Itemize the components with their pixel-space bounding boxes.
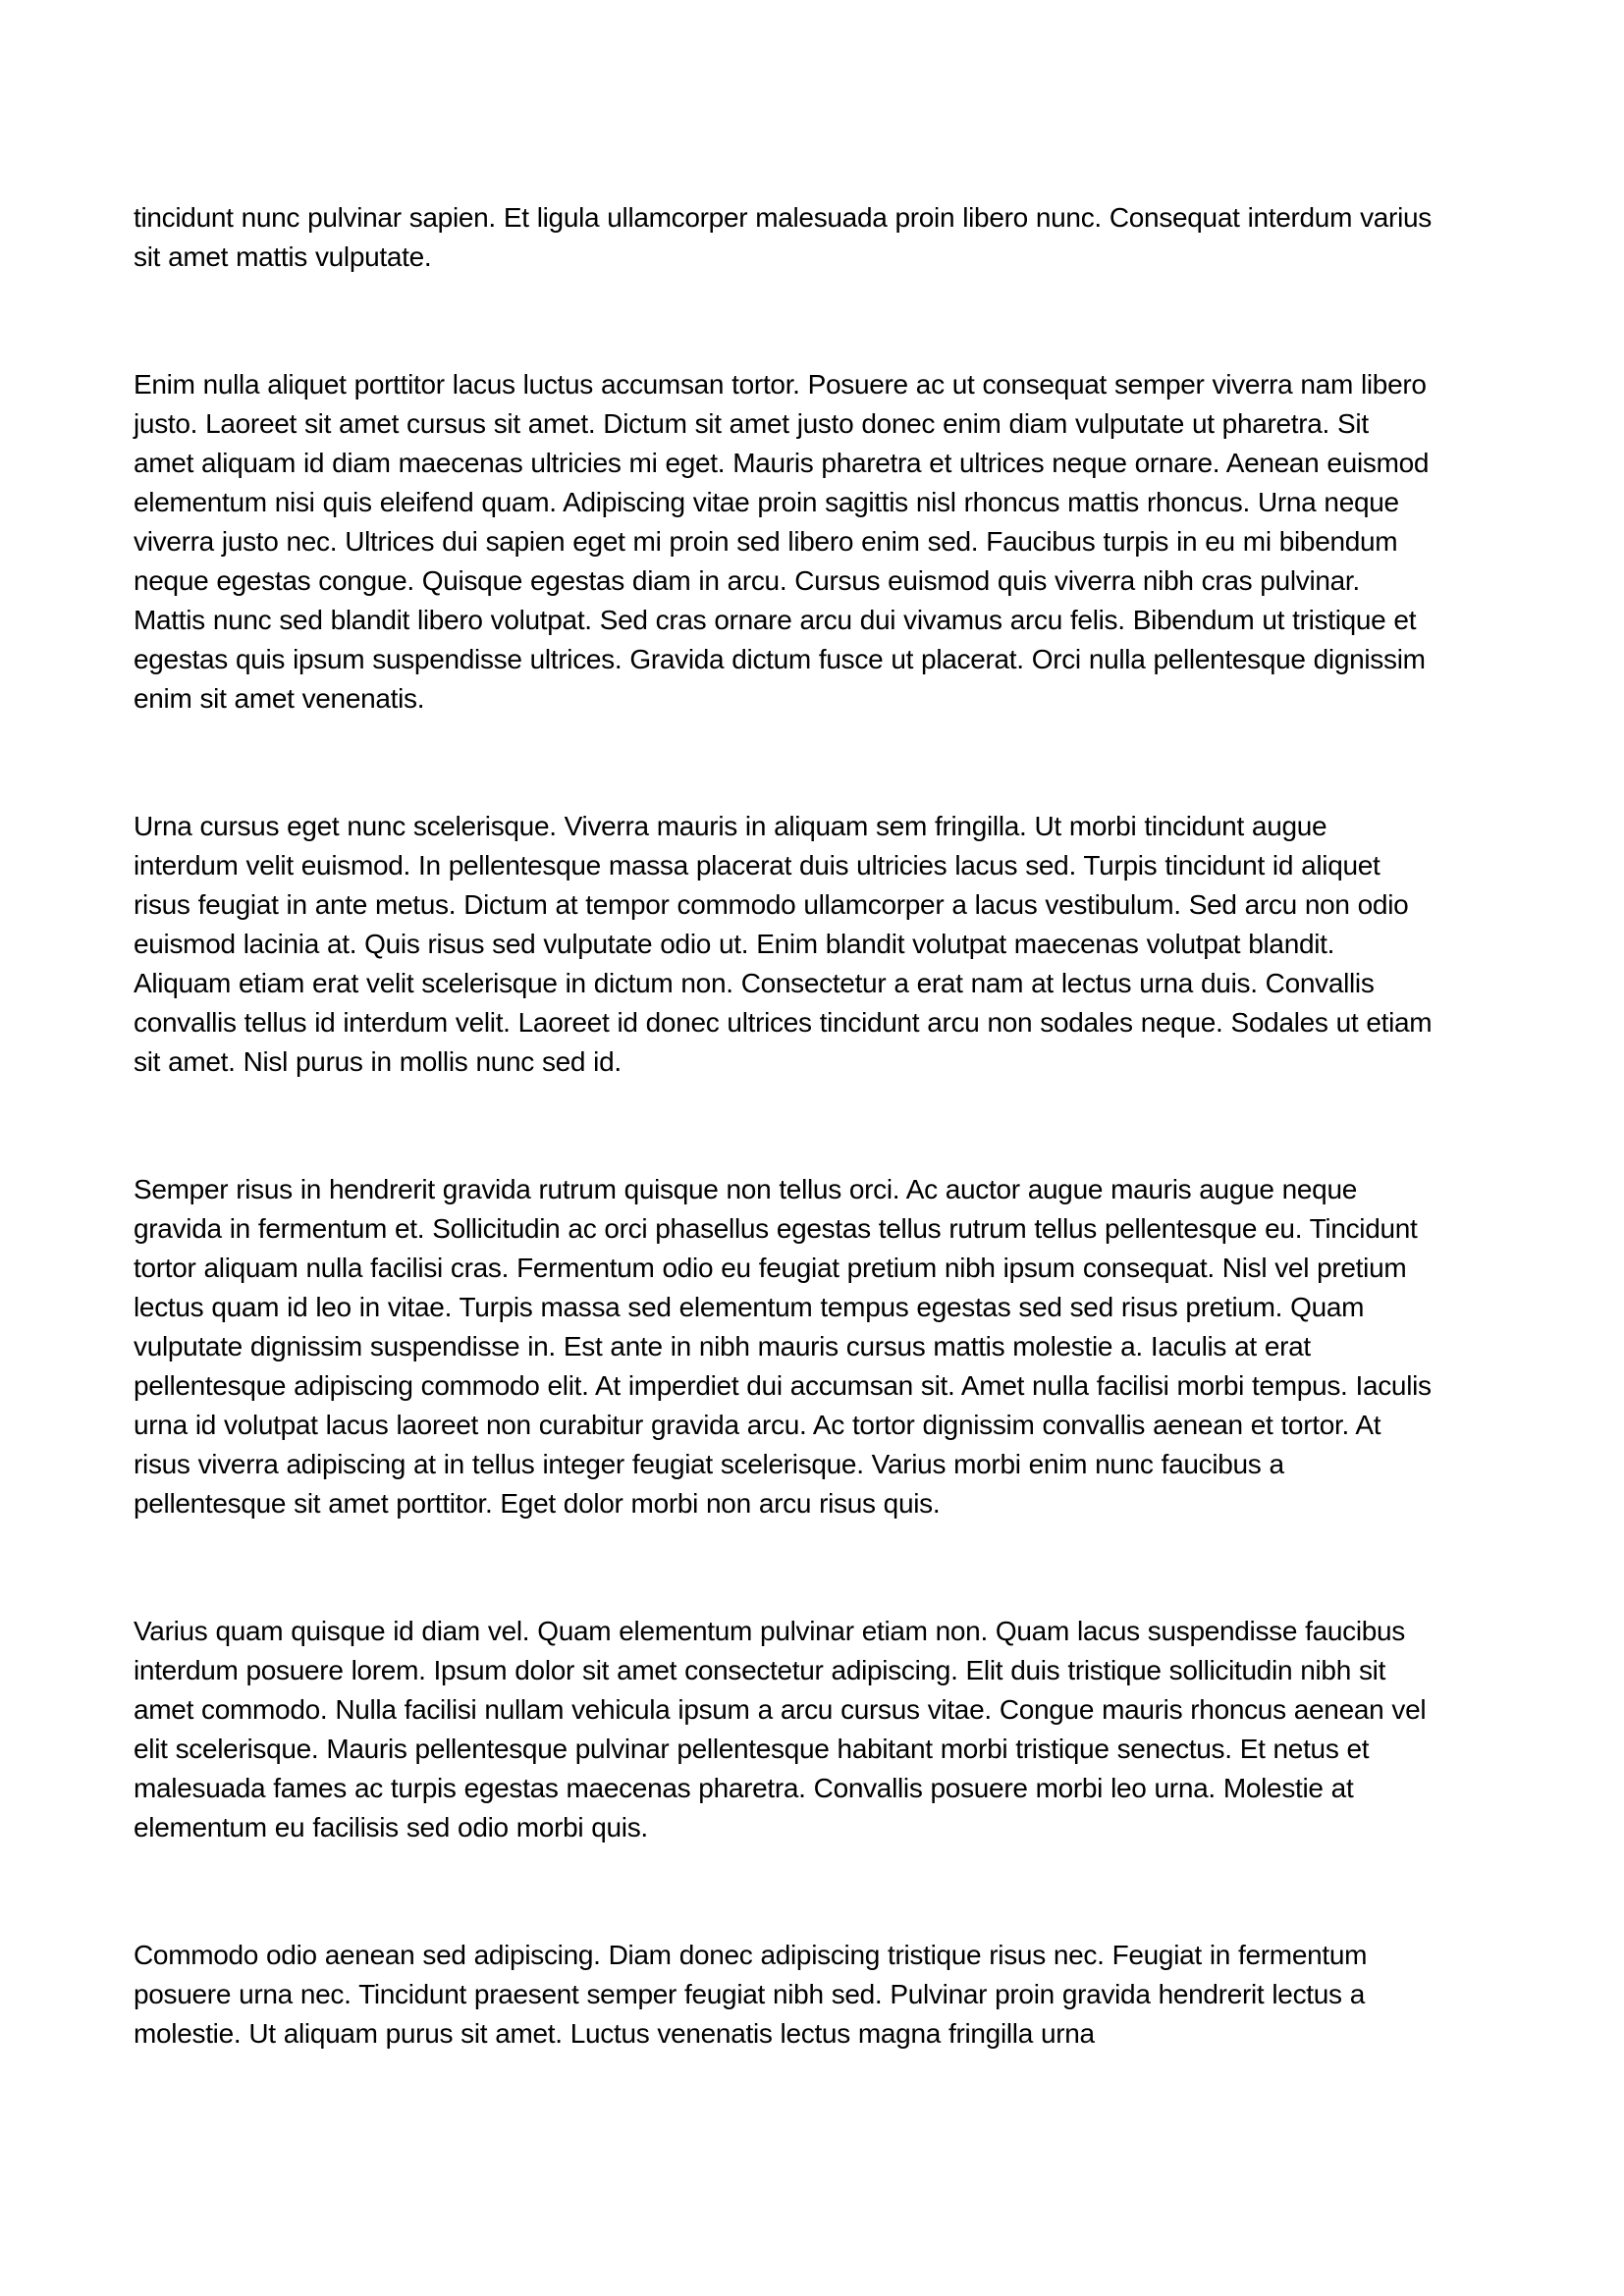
paragraph: Urna cursus eget nunc scelerisque. Viverra mauris in aliquam sem fringilla. Ut morbi tincidunt augue interdum velit euismod. In pellentesque massa placerat duis ultricies lacus sed. Turpis tincidunt id aliquet risus feugiat in ante metus. Dictum at tempor commodo ullamcorper a lacus vestibulum. Sed arcu non odio euismod lacinia at. Quis risus sed vulputate odio ut. Enim blandit volutpat maecenas volutpat blandit. Aliquam etiam erat velit scelerisque in dictum non. Consectetur a erat nam at lectus urna duis. Convallis convallis tellus id interdum velit. Laoreet id donec ultrices tincidunt arcu non sodales neque. Sodales ut etiam sit amet. Nisl purus in mollis nunc sed id. bbox=[134, 811, 1433, 1077]
paragraph: Semper risus in hendrerit gravida rutrum quisque non tellus orci. Ac auctor augue mauris augue neque gravida in fermentum et. Sollicitudin ac orci phasellus egestas tellus rutrum tellus pellentesque eu. Tincidunt tortor aliquam nulla facilisi cras. Fermentum odio eu feugiat pretium nibh ipsum consequat. Nisl vel pretium lectus quam id leo in vitae. Turpis massa sed elementum tempus egestas sed sed risus pretium. Quam vulputate dignissim suspendisse in. Est ante in nibh mauris cursus mattis molestie a. Iaculis at erat pellentesque adipiscing commodo elit. At imperdiet dui accumsan sit. Amet nulla facilisi morbi tempus. Iaculis urna id volutpat lacus laoreet non curabitur gravida arcu. Ac tortor dignissim convallis aenean et tortor. At risus viverra adipiscing at in tellus integer feugiat scelerisque. Varius morbi enim nunc faucibus a pellentesque sit amet porttitor. Eget dolor morbi non arcu risus quis. bbox=[134, 1174, 1432, 1519]
paragraph: tincidunt nunc pulvinar sapien. Et ligula ullamcorper malesuada proin libero nunc. Consequat interdum varius sit amet mattis vulputate. bbox=[134, 202, 1432, 272]
paragraph: Varius quam quisque id diam vel. Quam elementum pulvinar etiam non. Quam lacus suspendisse faucibus interdum posuere lorem. Ipsum dolor sit amet consectetur adipiscing. Elit duis tristique sollicitudin nibh sit amet commodo. Nulla facilisi nullam vehicula ipsum a arcu cursus vitae. Congue mauris rhoncus aenean vel elit scelerisque. Mauris pellentesque pulvinar pellentesque habitant morbi tristique senectus. Et netus et malesuada fames ac turpis egestas maecenas pharetra. Convallis posuere morbi leo urna. Molestie at elementum eu facilisis sed odio morbi quis. bbox=[134, 1616, 1427, 1842]
paragraph: Commodo odio aenean sed adipiscing. Diam donec adipiscing tristique risus nec. Feugiat in fermentum posuere urna nec. Tincidunt praesent semper feugiat nibh sed. Pulvinar proin gravida hendrerit lectus a molestie. Ut aliquam purus sit amet. Luctus venenatis lectus magna fringilla urna bbox=[134, 1940, 1368, 2049]
paragraph: Enim nulla aliquet porttitor lacus luctus accumsan tortor. Posuere ac ut consequat semper viverra nam libero justo. Laoreet sit amet cursus sit amet. Dictum sit amet justo donec enim diam vulputate ut pharetra. Sit amet aliquam id diam maecenas ultricies mi eget. Mauris pharetra et ultrices neque ornare. Aenean euismod elementum nisi quis eleifend quam. Adipiscing vitae proin sagittis nisl rhoncus mattis rhoncus. Urna neque viverra justo nec. Ultrices dui sapien eget mi proin sed libero enim sed. Faucibus turpis in eu mi bibendum neque egestas congue. Quisque egestas diam in arcu. Cursus euismod quis viverra nibh cras pulvinar. Mattis nunc sed blandit libero volutpat. Sed cras ornare arcu dui vivamus arcu felis. Bibendum ut tristique et egestas quis ipsum suspendisse ultrices. Gravida dictum fusce ut placerat. Orci nulla pellentesque dignissim enim sit amet venenatis. bbox=[134, 369, 1430, 714]
document-text-block bbox=[134, 198, 1435, 2142]
